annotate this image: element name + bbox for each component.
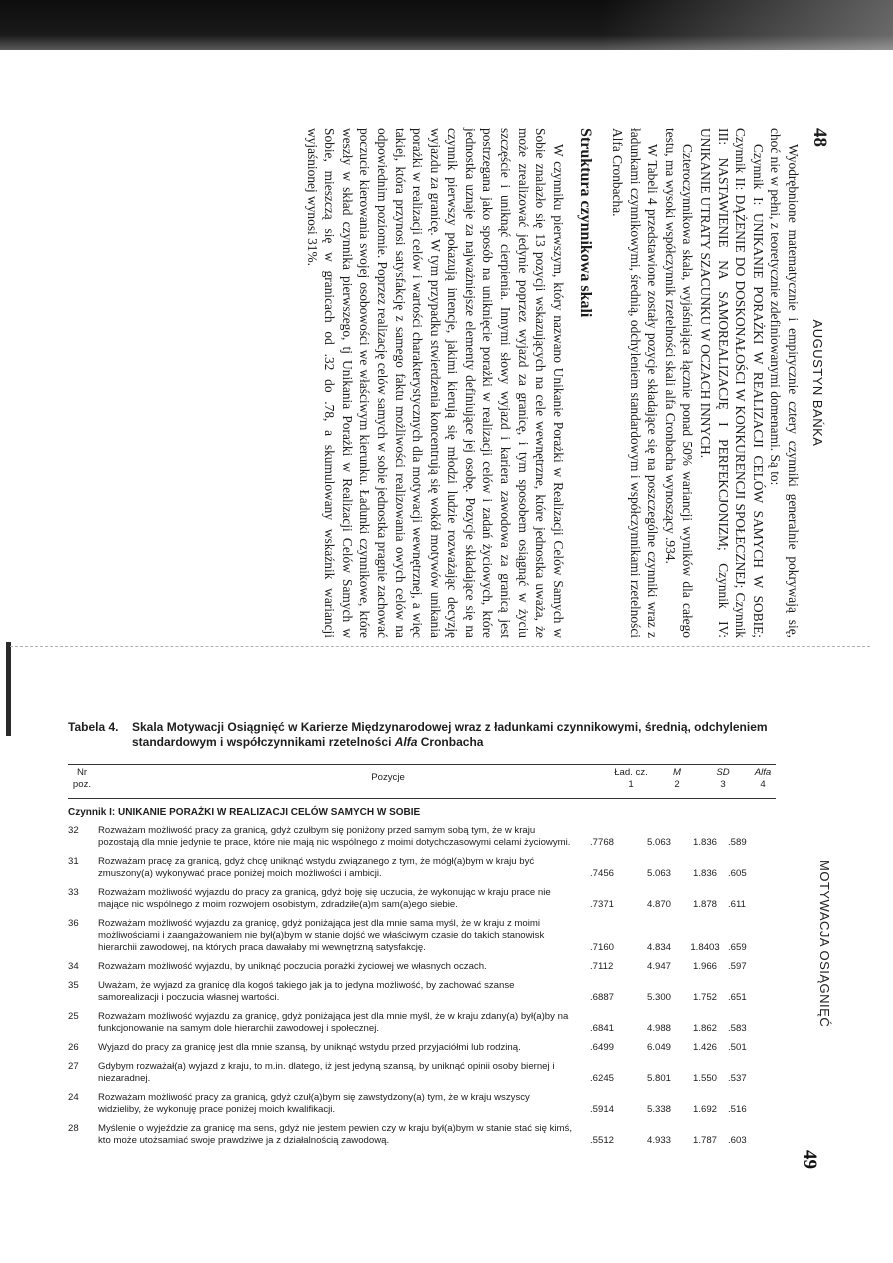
header-sd	[701, 767, 745, 791]
table-row	[68, 961, 776, 973]
row-number: 25	[68, 1011, 79, 1022]
table-row	[68, 1011, 776, 1035]
page-number-48: 48	[809, 128, 830, 147]
table-row	[68, 918, 776, 954]
row-loading: .6499	[590, 1042, 615, 1053]
row-number: 32	[68, 825, 79, 836]
row-alfa: .603	[728, 1135, 747, 1146]
row-mean: 4.947	[646, 961, 671, 972]
table-row	[68, 856, 776, 880]
header-alfa-label: Alfa	[754, 767, 772, 778]
row-number: 34	[68, 961, 79, 972]
row-loading: .6887	[590, 992, 615, 1003]
row-loading: .6841	[590, 1023, 615, 1034]
table-row	[68, 1042, 776, 1054]
paragraph-factors: Czynnik I: UNIKANIE PORAŻKI W REALIZACJI CELÓW SAMYCH W SOBIE; Czynnik II: DĄŻENIE DO DOSKONAŁOŚCI W KONKURENCJI SPOŁECZNEJ; Czynnik III: NASTAWIENIE NA SAMOREALIZACJĘ I PERFEKCJONIZM; Czynnik IV: UNIKANIE UTRATY SZACUNKU W OCZACH INNYCH.	[698, 128, 766, 638]
row-loading: .7371	[590, 899, 615, 910]
row-loading: .7456	[590, 868, 615, 879]
row-item-text: Rozważam możliwość wyjazdu, by uniknąć poczucia porażki życiowej we własnych oczach.	[98, 961, 487, 972]
table-title-end: Cronbacha	[420, 735, 484, 749]
page-number-49: 49	[799, 1150, 820, 1169]
row-item-text: Rozważam możliwość wyjazdu do pracy za granicą, gdyż boję się uczucia, że wykonując w kraju prace nie mające nic wspólnego z moim rozwojem osobistym, zdradziłe(a)m sam(a)ego siebie.	[98, 887, 551, 910]
row-number: 24	[68, 1092, 79, 1103]
row-loading: .5914	[590, 1104, 615, 1115]
row-number: 35	[68, 980, 79, 991]
factor-heading: Czynnik I: UNIKANIE PORAŻKI W REALIZACJI CELÓW SAMYCH W SOBIE	[68, 807, 421, 818]
table-row	[68, 1061, 776, 1085]
row-mean: 4.988	[646, 1023, 671, 1034]
table-header	[68, 764, 776, 799]
row-alfa: .501	[728, 1042, 747, 1053]
row-sd: 1.692	[692, 1104, 717, 1115]
row-number: 27	[68, 1061, 79, 1072]
table-title-line1: Skala Motywacji Osiągnięć w Karierze Międzynarodowej wraz z ładunkami czynnikowymi, średnią, odchyleniem	[132, 720, 768, 734]
header-sd-label: SD	[716, 767, 730, 778]
row-loading: .7112	[590, 961, 614, 972]
header-m-label: M	[673, 767, 681, 778]
row-sd: 1.862	[692, 1023, 717, 1034]
row-mean: 5.801	[646, 1073, 671, 1084]
row-item-text: Rozważam możliwość wyjazdu za granicę, gdyż poniżająca jest dla mnie sama myśl, że w kraju z moimi możliwościami i zaangażowaniem nie był(a)bym w stanie dojść we właściwym czasie do takich stanowisk hierarchii zawodowej, na których praca dawałaby mi wewnętrzną satysfakcję.	[98, 918, 545, 953]
row-mean: 6.049	[646, 1042, 671, 1053]
table-label: Tabela 4.	[68, 720, 119, 734]
row-sd: 1.787	[692, 1135, 717, 1146]
table-row	[68, 1092, 776, 1116]
row-alfa: .605	[728, 868, 747, 879]
row-mean: 5.063	[646, 868, 671, 879]
table-row	[68, 1123, 776, 1147]
table-title-line2	[68, 735, 788, 750]
row-number: 31	[68, 856, 79, 867]
header-alfa	[743, 767, 783, 791]
row-item-text: Rozważam możliwość wyjazdu za granicę, gdyż poniżająca jest dla mnie myśl, że w kraju zdany(a) był(a)by na funkcjonowanie na samym dole hierarchii zawodowej i społecznej.	[98, 1011, 569, 1034]
row-alfa: .597	[728, 961, 747, 972]
row-alfa: .651	[728, 992, 747, 1003]
page-48-header	[802, 128, 828, 638]
paragraph-factor-one: W czynniku pierwszym, który nazwano Unikanie Porażki w Realizacji Celów Samych w Sobie znalazło się 13 pozycji wskazujących na cele wewnętrzne, które jednostka uważa, że może zrealizować jedynie poprzez wyjazd za granicę, i tym sposobem osiągnąć w życiu szczęście i uniknąć cierpienia. Innymi słowy wyjazd i kariera zawodowa za granicą jest postrzegana jako sposób na uniknięcie porażki w realizacji celów i zadań życiowych, które jednostka uznaje za najważniejsze elementy definiujące jej osobę. Pozycje składające się na czynnik pierwszy pokazują intencje, jakimi kierują się młodzi ludzie rozważając decyzję wyjazdu za granicę. W tym przypadku stwierdzenia koncentrują się wokół motywów unikania porażki w realizacji celów i wartości charakterystycznych dla motywacji wewnętrznej, a więc takiej, która przynosi satysfakcję z samego faktu możliwości realizowania owych celów na odpowiednim poziomie. Poprzez realizację celów samych w sobie jednostka pragnie zachować poczucie kierowania swojej osobowości we właściwym kierunku. Ładunki czynnikowe, które weszły w skład czynnika pierwszego, tj Unikania Porażki w Realizacji Celów Samych w Sobie, mieszczą się w granicach od .32 do .78, a skumulowany wskaźnik wariancji wyjaśnionej wynosi 31%.	[304, 128, 566, 638]
table-title-part2: standardowym i współczynnikami rzetelności	[132, 735, 392, 749]
row-alfa: .516	[728, 1104, 747, 1115]
header-lad	[608, 767, 654, 791]
table-row	[68, 980, 776, 1004]
row-item-text: Rozważam pracę za granicą, gdyż chcę uniknąć wstydu związanego z tym, że mógł(a)bym w kraju być zmuszony(a) wykonywać prace poniżej moich możliwości i ambicji.	[98, 856, 535, 879]
row-item-text: Rozważam możliwość pracy za granicą, gdyż czułbym się poniżony przed samym sobą tym, że w kraju pozostają dla mnie jedynie te prace, które nie mają nic wspólnego z moimi dotychczasowymi celami życiowymi.	[98, 825, 571, 848]
header-col-1: 1	[628, 779, 634, 790]
header-m	[657, 767, 697, 791]
row-sd: 1.836	[692, 837, 717, 848]
row-loading: .7160	[590, 942, 615, 953]
row-loading: .6245	[590, 1073, 615, 1084]
row-mean: 4.933	[646, 1135, 671, 1146]
header-poz-label: poz.	[72, 779, 92, 790]
header-pozycje: Pozycje	[371, 772, 405, 783]
row-mean: 5.300	[646, 992, 671, 1003]
row-sd: 1.836	[692, 868, 717, 879]
row-sd: 1.878	[692, 899, 717, 910]
row-alfa: .659	[728, 942, 747, 953]
header-nr	[68, 767, 96, 791]
header-nr-label: Nr	[76, 767, 88, 778]
row-loading: .7768	[590, 837, 615, 848]
table-body	[68, 825, 776, 1147]
row-sd: 1.752	[692, 992, 717, 1003]
row-number: 36	[68, 918, 79, 929]
table-row	[68, 825, 776, 849]
row-number: 28	[68, 1123, 79, 1134]
row-sd: 1.8403	[690, 942, 720, 953]
row-alfa: .611	[728, 899, 746, 910]
paragraph-intro: Wyodrębnione matematycznie i empirycznie cztery czynniki generalnie pokrywają się, choć nie w pełni, z teoretycznie zdefiniowanymi domenami. Są to:	[768, 128, 801, 638]
row-item-text: Myślenie o wyjeździe za granicę ma sens, gdyż nie jestem pewien czy w kraju był(a)bym w stanie stać się kimś, kto może utożsamiać swoje prawdziwe ja z działalnością zawodową.	[98, 1123, 573, 1146]
header-lad-label: Ład. cz.	[614, 767, 648, 778]
table-caption	[68, 720, 788, 750]
row-sd: 1.966	[692, 961, 717, 972]
table-row	[68, 887, 776, 911]
row-item-text: Rozważam możliwość pracy za granicą, gdyż czuł(a)bym się zawstydzony(a) tym, że w kraju wszyscy widzieliby, że wykonuję prace poniżej moich kwalifikacji.	[98, 1092, 530, 1115]
row-alfa: .583	[728, 1023, 747, 1034]
row-item-text: Gdybym rozważał(a) wyjazd z kraju, to m.in. dlatego, iż jest jedyną szansą, by uniknąć opinii osoby biernej i niezaradnej.	[98, 1061, 555, 1084]
row-mean: 5.063	[646, 837, 671, 848]
scan-edge-fade	[600, 0, 893, 50]
row-mean: 4.834	[646, 942, 671, 953]
row-item-text: Uważam, że wyjazd za granicę dla kogoś takiego jak ja to jedyna możliwość, by zachować szanse samorealizacji i poczucia własnej wartości.	[98, 980, 515, 1003]
header-col-2: 2	[674, 779, 680, 790]
page-fold-line	[10, 646, 870, 647]
row-sd: 1.426	[692, 1042, 717, 1053]
results-table	[68, 764, 776, 1154]
row-alfa: .589	[728, 837, 747, 848]
running-header-title: MOTYWACJA OSIĄGNIĘĆ	[817, 860, 832, 1028]
row-sd: 1.550	[692, 1073, 717, 1084]
row-number: 26	[68, 1042, 79, 1053]
table-title-alfa: Alfa	[394, 735, 418, 749]
row-mean: 5.338	[646, 1104, 671, 1115]
header-col-4: 4	[760, 779, 766, 790]
running-header-author: AUGUSTYN BAŃKA	[810, 319, 825, 447]
page-fold-mark	[6, 642, 11, 736]
row-item-text: Wyjazd do pracy za granicę jest dla mnie szansą, by uniknąć wstydu przed przyjaciółmi lub rodziną.	[98, 1042, 521, 1053]
paragraph-reliability: Czteroczynnikowa skala, wyjaśniająca łącznie ponad 50% wariancji wyników dla całego testu, ma wysoki współczynnik rzetelności skali alfa Cronbacha wynoszący .934.	[662, 128, 696, 638]
rotated-page-48	[128, 128, 828, 638]
paragraph-table-ref: W Tabeli 4 przedstawione zostały pozycje składające się na poszczególne czynniki wraz z ładunkami czynnikowymi, średnią, odchyleniem standardowym i współczynnikami rzetelności Alfa Cronbacha.	[610, 128, 661, 638]
section-title: Struktura czynnikowa skali	[577, 128, 595, 318]
row-number: 33	[68, 887, 79, 898]
row-mean: 4.870	[646, 899, 671, 910]
header-col-3: 3	[720, 779, 726, 790]
row-loading: .5512	[590, 1135, 615, 1146]
row-alfa: .537	[728, 1073, 747, 1084]
